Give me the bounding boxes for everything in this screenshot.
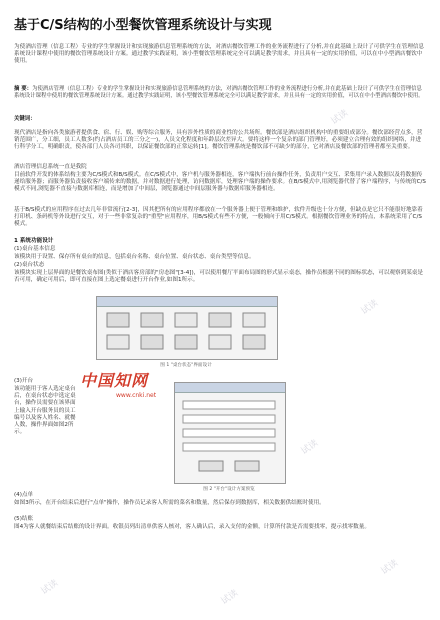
watermark-url: www.cnki.net [116, 392, 157, 399]
stamp-mark: 试读 [39, 578, 61, 597]
subheading-1-1: (1)桌台基本信息 [14, 246, 56, 252]
stamp-mark: 试读 [379, 558, 401, 577]
figure-1-caption: 图 1 "桌台状态"界面设计 [160, 363, 212, 368]
body-paragraph-1b: 酒店管理信息系统一直是我院 [14, 164, 87, 170]
page-title: 基于C/S结构的小型餐饮管理系统设计与实现 [14, 18, 272, 33]
figure-1-seat-map [97, 307, 275, 359]
subtext-1-5: 图4为客人就餐结束后结账的设计界面。收银员列出清单供客人核对，客人确认后，录入支付的金额，计算所付款是否需要找零，提示找零数量。 [14, 524, 370, 530]
stamp-mark: 试读 [299, 438, 321, 457]
subtext-1-3: 该功能用于客人选定桌台后，在桌台状态中选定桌台，操作员需要在该界面上输入开台服务员的员工编号以及客人姓名、就餐人数，操作界面如图2所示。 [14, 386, 76, 436]
section-heading-1: 1 系统功能设计 [14, 238, 54, 244]
abstract-label: 摘 要： [14, 86, 33, 92]
abstract-paragraph [14, 86, 426, 100]
stamp-mark: 试读 [329, 108, 351, 127]
subheading-1-3: (3)开台 [14, 378, 34, 384]
figure-1-table-status [96, 296, 278, 360]
keywords-line [14, 116, 426, 123]
watermark-text: 中国知网 [80, 371, 149, 390]
figure-2-form [175, 393, 283, 483]
subheading-1-5: (5)结账 [14, 516, 34, 522]
body-paragraph-1: 现代酒店是指向各类旅游者提供食、宿、行、娱、购等综合服务，具有涉外性质的商业性的公共场所。餐饮部是酒店组织机构中的重要组成部分。餐饮部经营点多，营销范围广，分工细，员工人数多(约占酒店员工的三分之一)，人员文化程度和年龄层次差异大。要将这样一个复杂的部门管理好，必须建立合理有效的组织网络，并进行科学分工，明确职责，使各部门人员各司其职，以保证餐饮部的正常运转[1]。餐饮管理系统是餐饮部不可缺少的部分，它对酒店及餐饮部的管理者都至关重要。 [14, 130, 423, 151]
cnki-watermark [80, 368, 148, 391]
figure-2-caption: 图 2 "开台"设计方案预览 [203, 487, 255, 492]
figure-1-window-titlebar [97, 297, 277, 307]
subheading-1-2: (2)桌台状态 [14, 262, 45, 268]
figure-2-open-table [174, 382, 286, 484]
body-paragraph-2: 目前软件开发的体系结构主要为C/S模式和B/S模式。在C/S模式中，客户机与服务器相连，客户端执行前台操作任务，负责用户交互、采集用户录入数据以及将数据传递给服务器；而服务器负责接收客户端传来的数据，并对数据进行处理，访问数据库，处理客户端的操作要求。在B/S模式中,用浏览器代替了客户端程序，与传统的C/S模式不同,浏览器不直接与数据库相连，而是增加了中间层，浏览器通过中间层服务器与数据库服务器相连。 [14, 172, 426, 193]
keywords-label: 关键词： [14, 116, 36, 122]
figure-2-window-titlebar [175, 383, 285, 393]
stamp-mark: 试读 [359, 298, 381, 317]
abstract-text: 为使酒店管理（信息工程）专业的学生掌握设计和实现旅游信息管理系统的方法，对酒店餐饮管理工作的业务流程进行分析,并在此基础上设计了可供学生在管理信息系统设计课程中使用的餐饮管理系统设计方案。通过教学实践证明，该小型餐饮管理系统完全可以满足教学需求，并且具有一定的实用价值，可以在中小型酒店餐饮中使用。 [14, 86, 424, 100]
subtext-1-4: 如图3所示，在开台结束后进行"点单"操作，操作员记录客人所需的菜名和数量，然后保存到数据库，相关数据供结账时使用。 [14, 500, 325, 506]
stamp-mark: 试读 [219, 588, 241, 607]
intro-paragraph: 为使酒店管理（信息工程）专业的学生掌握设计和实现旅游信息管理系统的方法，对酒店餐饮管理工作的业务流程进行了分析,并在此基础上设计了可供学生在管理信息系统设计课程中使用的餐饮管理系统设计方案。通过教学实践证明，该小型餐饮管理系统完全可以满足教学需求，并且具有一定的实用价值，可以在中小型酒店餐饮中使用。 [14, 44, 425, 65]
body-paragraph-3: 基于B/S模式的应用程序在过去几年非常流行[2-3]，因其把所有的应用程序都放在一个服务器上便于管理和维护，软件升级也十分方便，但缺点是它只不能很好地靠着打印机、条码机等外设进行交互，对于一些非常复杂的"重型"应用程序，用B/S模式有些不方便，一般倾向于用C/S模式。根据餐饮管理业务的特点，本系统采用了C/S模式。 [14, 207, 423, 228]
subtext-1-2: 该模块实现上层界面的是餐饮桌布图(类似于酒店客房部的"房态图"[3-4])，可以使用餐厅平面布局图的形式显示桌态，操作员根据不同的图标状态，可以观察到某桌是否可用，确定可用后，即可直接在图上选定餐桌进行开台作业,如图1所示。 [14, 270, 423, 284]
subtext-1-1: 该模块用于设置、保存所有桌台的信息，包括桌台名称、桌台位置、桌台状态、桌台类型等信息。 [14, 254, 255, 260]
subheading-1-4: (4)点单 [14, 492, 34, 498]
